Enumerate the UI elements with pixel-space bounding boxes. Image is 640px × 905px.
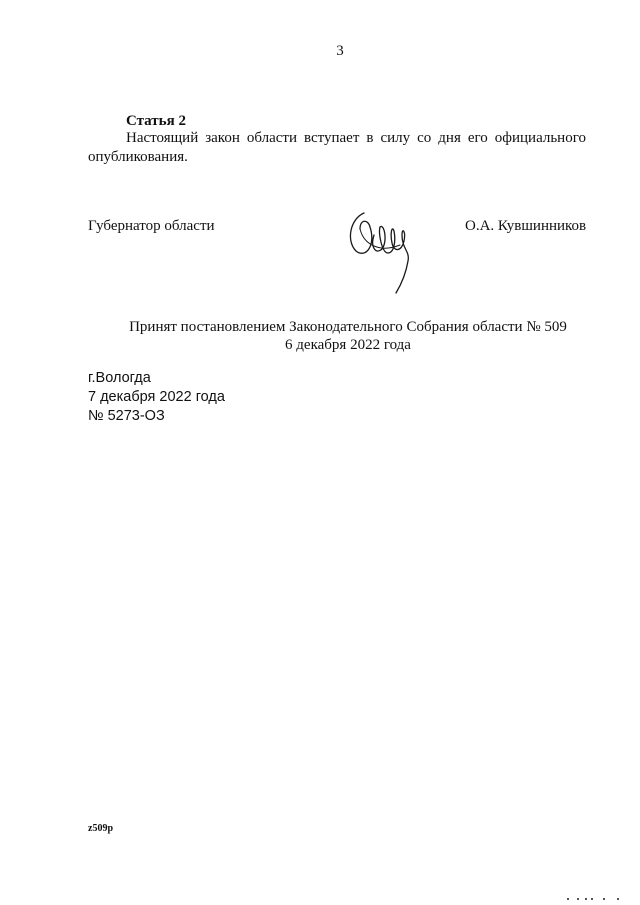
- adoption-note: [88, 318, 608, 354]
- scan-marks: [565, 896, 625, 902]
- signature-icon: [340, 205, 420, 295]
- page-number: 3: [336, 43, 344, 59]
- article-body: Настоящий закон области вступает в силу со дня его официального опубликования.: [88, 130, 586, 165]
- footer-code: z509p: [88, 823, 113, 834]
- law-number: № 5273-ОЗ: [88, 408, 165, 424]
- city: г.Вологда: [88, 370, 151, 386]
- article-title: Статья 2: [126, 113, 186, 129]
- adoption-line-2: 6 декабря 2022 года: [285, 337, 411, 353]
- governor-title: Губернатор области: [88, 218, 215, 234]
- signing-date: 7 декабря 2022 года: [88, 389, 225, 405]
- governor-name: О.А. Кувшинников: [465, 218, 587, 234]
- place-date-number: [88, 369, 225, 426]
- adoption-line-1: Принят постановлением Законодательного Собрания области № 509: [129, 319, 567, 335]
